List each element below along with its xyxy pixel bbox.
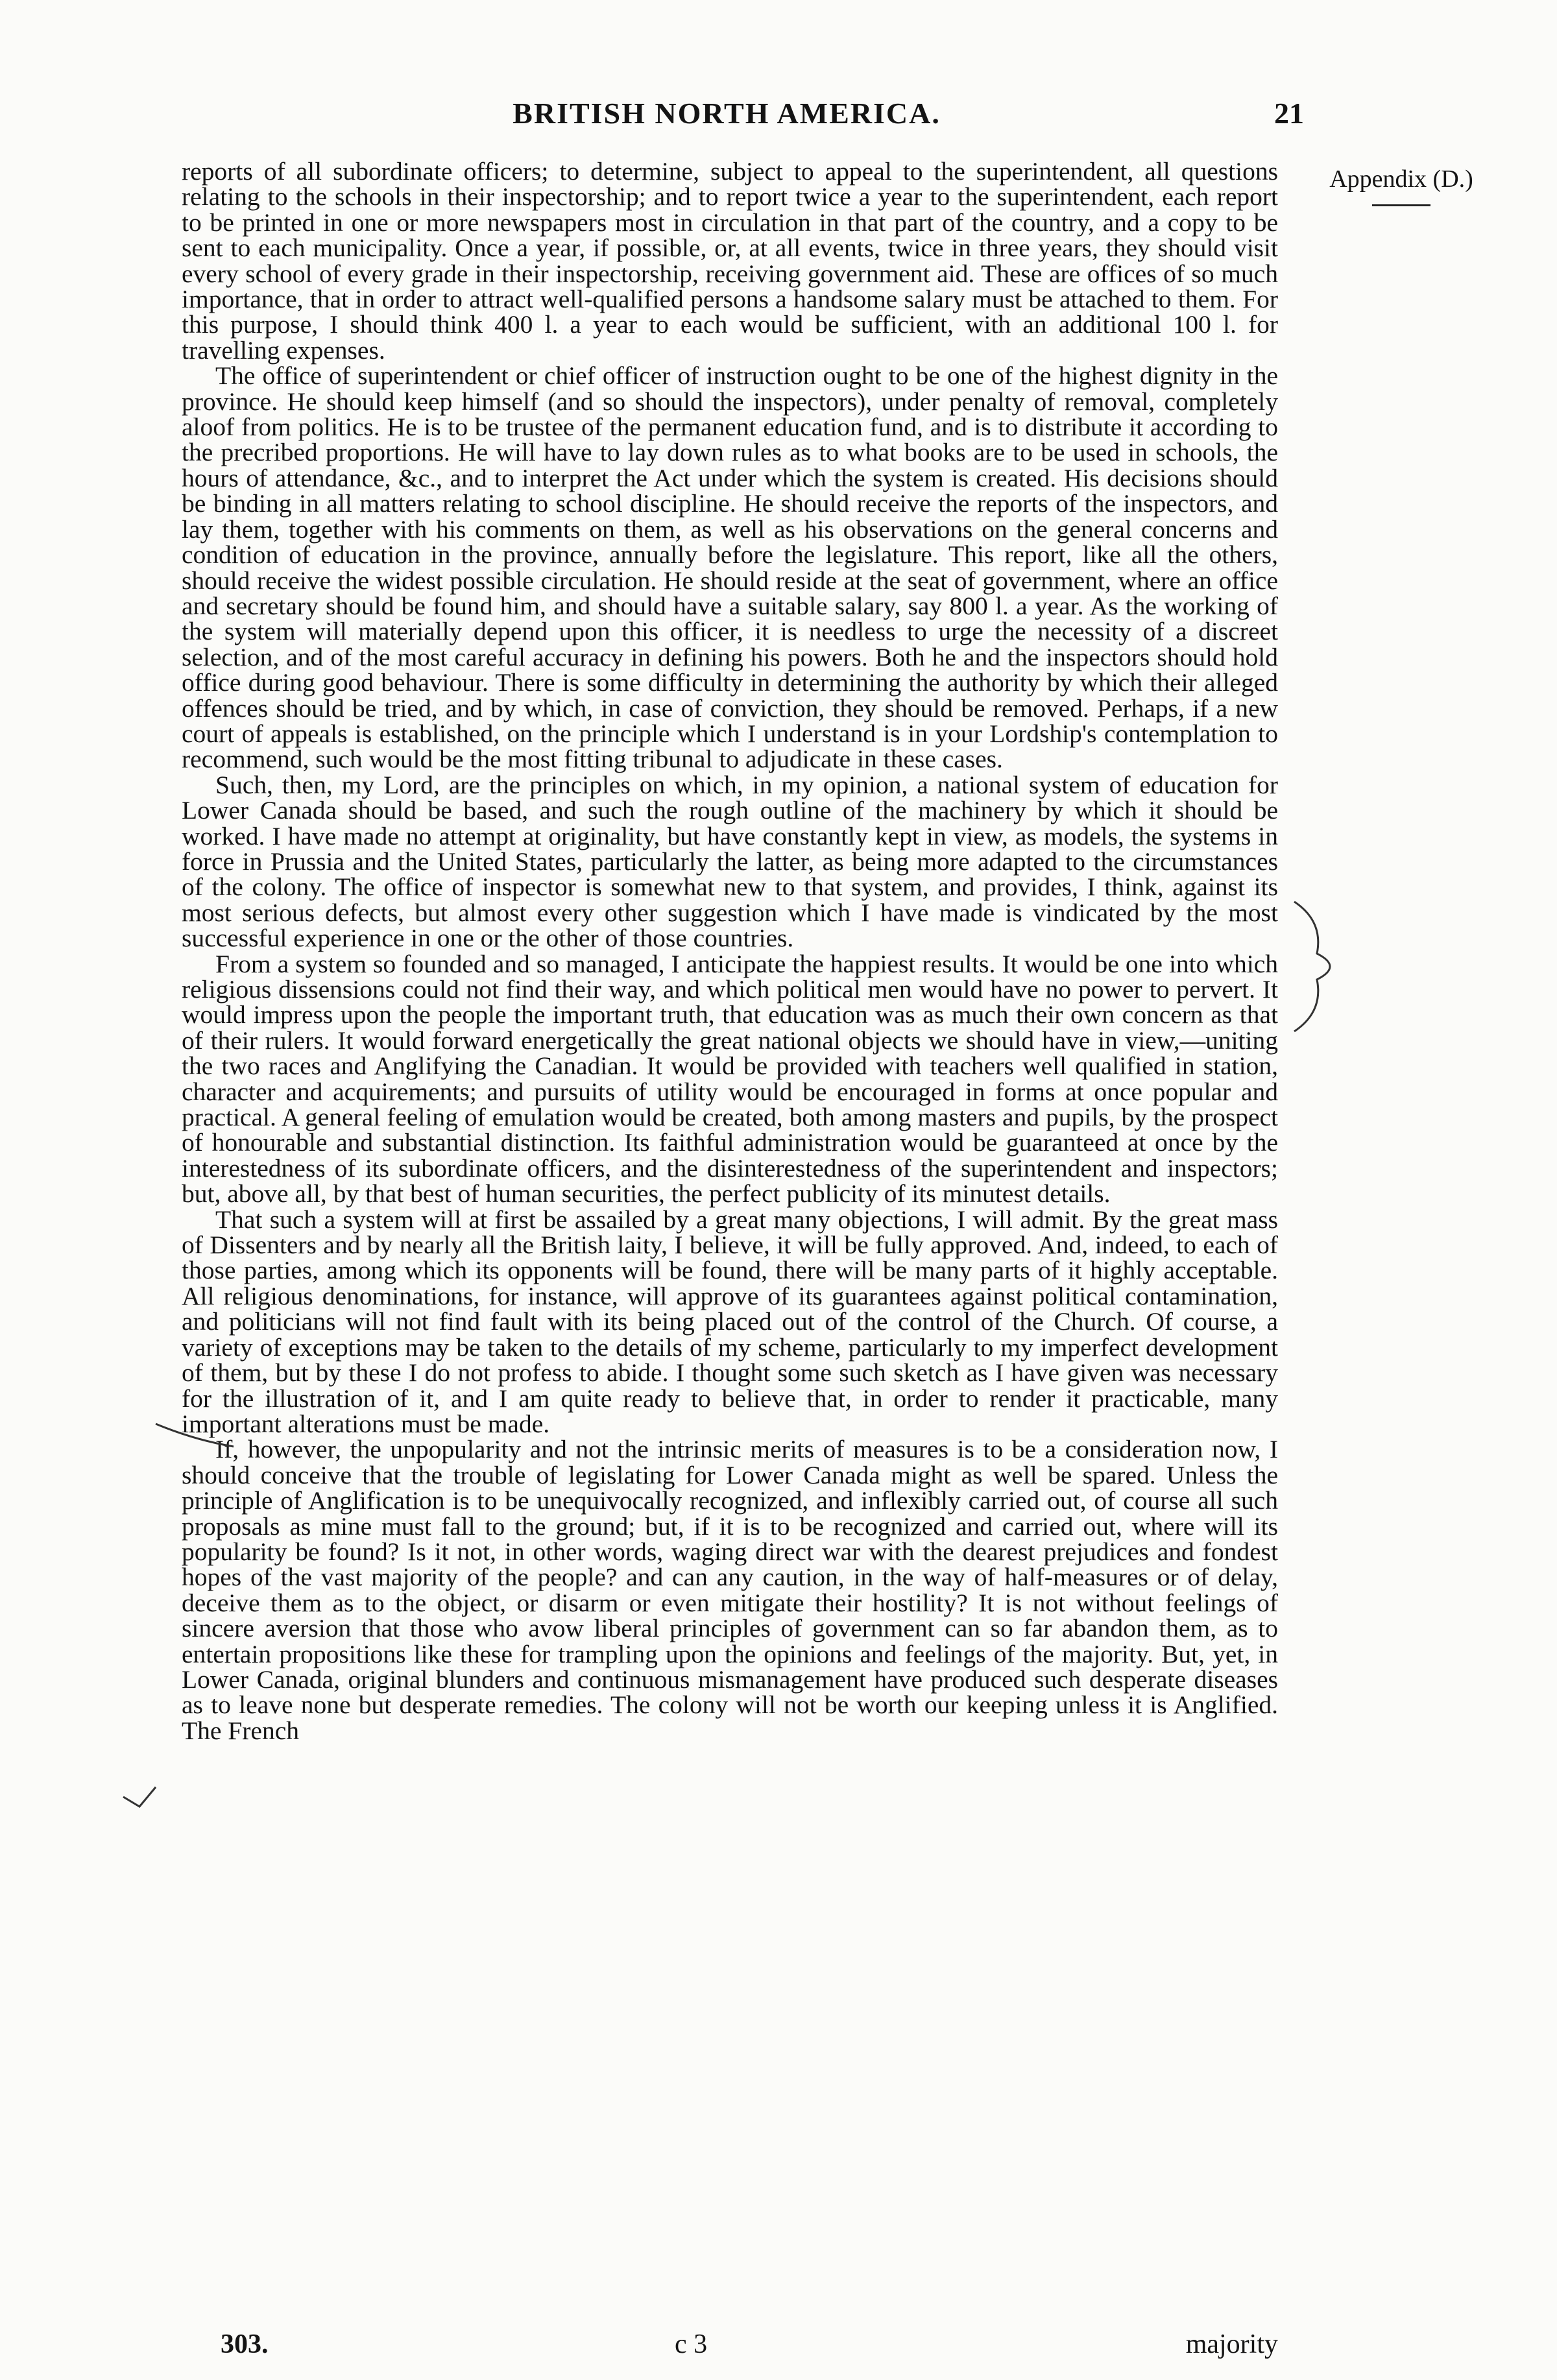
document-number: 303. xyxy=(221,2329,269,2359)
paragraph: reports of all subordinate officers; to determine, subject to appeal to the superintendent, all questions relating to the schools in their inspectorship; and to report twice a year to the superintendent, each report to be printed in one or more newspapers most in circulation in that part of the country, and a copy to be sent to each municipality. Once a year, if possible, or, at all events, twice in three years, they should visit every school of every grade in their inspectorship, receiving government aid. These are offices of so much importance, that in order to attract well-qualified persons a handsome salary must be attached to them. For this purpose, I should think 400 l. a year to each would be sufficient, with an additional 100 l. for travelling expenses. xyxy=(182,157,1278,365)
running-head: BRITISH NORTH AMERICA. xyxy=(513,97,941,130)
paragraph: If, however, the unpopularity and not the intrinsic merits of measures is to be a consideration now, I should conceive that the trouble of legislating for Lower Canada might as well be spared. Unless the principle of Anglification is to be unequivocally recognized, and inflexibly carried out, of course all such proposals as mine must fall to the ground; but, if it is to be recognized and carried out, where will its popularity be found? Is it not, in other words, waging direct war with the dearest prejudices and fondest hopes of the vast majority of the people? and can any caution, in the way of half-measures or of delay, deceive them as to the object, or disarm or even mitigate their hostility? It is not without feelings of sincere aversion that those who avow liberal principles of government can so far abandon them, as to entertain propositions like these for trampling upon the opinions and feelings of the majority. But, yet, in Lower Canada, original blunders and continuous mismanagement have produced such desperate diseases as to leave none but desperate remedies. The colony will not be worth our keeping unless it is Anglified. The French xyxy=(182,1435,1278,1745)
signature-mark: c 3 xyxy=(675,2329,708,2359)
page-number: 21 xyxy=(1274,97,1304,130)
paragraph: The office of superintendent or chief officer of instruction ought to be one of the highest dignity in the province. He should keep himself (and so should the inspectors), under penalty of removal, completely aloof from politics. He is to be trustee of the permanent education fund, and is to distribute it according to the precribed proportions. He will have to lay down rules as to what books are to be used in schools, the hours of attendance, &c., and to interpret the Act under which the system is created. His decisions should be binding in all matters relating to school discipline. He should receive the reports of the inspectors, and lay them, together with his comments on them, as well as his observations on the general concerns and condition of education in the province, annually before the legislature. This report, like all the others, should receive the widest possible circulation. He should reside at the seat of government, where an office and secretary should be found him, and should have a suitable salary, say 800 l. a year. As the working of the system will materially depend upon this officer, it is needless to urge the necessity of a discreet selection, and of the most careful accuracy in defining his powers. Both he and the inspectors should hold office during good behaviour. There is some difficulty in determining the authority by which their alleged offences should be tried, and by which, in case of conviction, they should be removed. Perhaps, if a new court of appeals is established, on the principle which I understand is in your Lordship's contemplation to recommend, such would be the most fitting tribunal to adjudicate in these cases. xyxy=(182,361,1278,774)
paragraph: Such, then, my Lord, are the principles on which, in my opinion, a national system of education for Lower Canada should be based, and such the rough outline of the machinery by which it should be worked. I have made no attempt at originality, but have constantly kept in view, as models, the systems in force in Prussia and the United States, particularly the latter, as being more adapted to the circumstances of the colony. The office of inspector is somewhat new to that system, and provides, I think, against its most serious defects, but almost every other suggestion which I have made is vindicated by the most successful experience in one or the other of those countries. xyxy=(182,770,1278,953)
appendix-side-note xyxy=(1304,165,1499,206)
body-text xyxy=(182,159,1278,1744)
appendix-label: Appendix (D.) xyxy=(1329,165,1473,193)
paragraph: From a system so founded and so managed, I anticipate the happiest results. It would be one into which religious dissensions could not find their way, and which political men would have no power to pervert. It would impress upon the people the important truth, that education was as much their own concern as that of their rulers. It would forward energetically the great national objects we should have in view,—uniting the two races and Anglifying the Canadian. It would be provided with teachers well qualified in station, character and acquirements; and pursuits of utility would be encouraged in forms at once popular and practical. A general feeling of emulation would be created, both among masters and pupils, by the prospect of honourable and substantial distinction. Its faithful administration would be guaranteed at once by the interestedness of its subordinate officers, and the disinterestedness of the superintendent and inspectors; but, above all, by that best of human securities, the perfect publicity of its minutest details. xyxy=(182,949,1278,1208)
page-header xyxy=(175,96,1304,135)
side-note-rule xyxy=(1372,204,1430,206)
tick-mark xyxy=(123,1787,156,1807)
bracket-mark xyxy=(1294,902,1330,1031)
paragraph: That such a system will at first be assailed by a great many objections, I will admit. By the great mass of Dissenters and by nearly all the British laity, I believe, it will be fully approved. And, indeed, to each of those parties, among which its opponents will be found, there will be many parts of it highly acceptable. All religious denominations, for instance, will approve of its guarantees against political contamination, and politicians will not find fault with its being placed out of the control of the Church. Of course, a variety of exceptions may be taken to the details of my scheme, particularly to my imperfect development of them, but by these I do not profess to abide. I thought some such sketch as I have given was necessary for the illustration of it, and I am quite ready to believe that, in order to render it practicable, many important alterations must be made. xyxy=(182,1205,1278,1438)
page-footer xyxy=(182,2329,1278,2361)
catchword: majority xyxy=(1185,2329,1278,2359)
